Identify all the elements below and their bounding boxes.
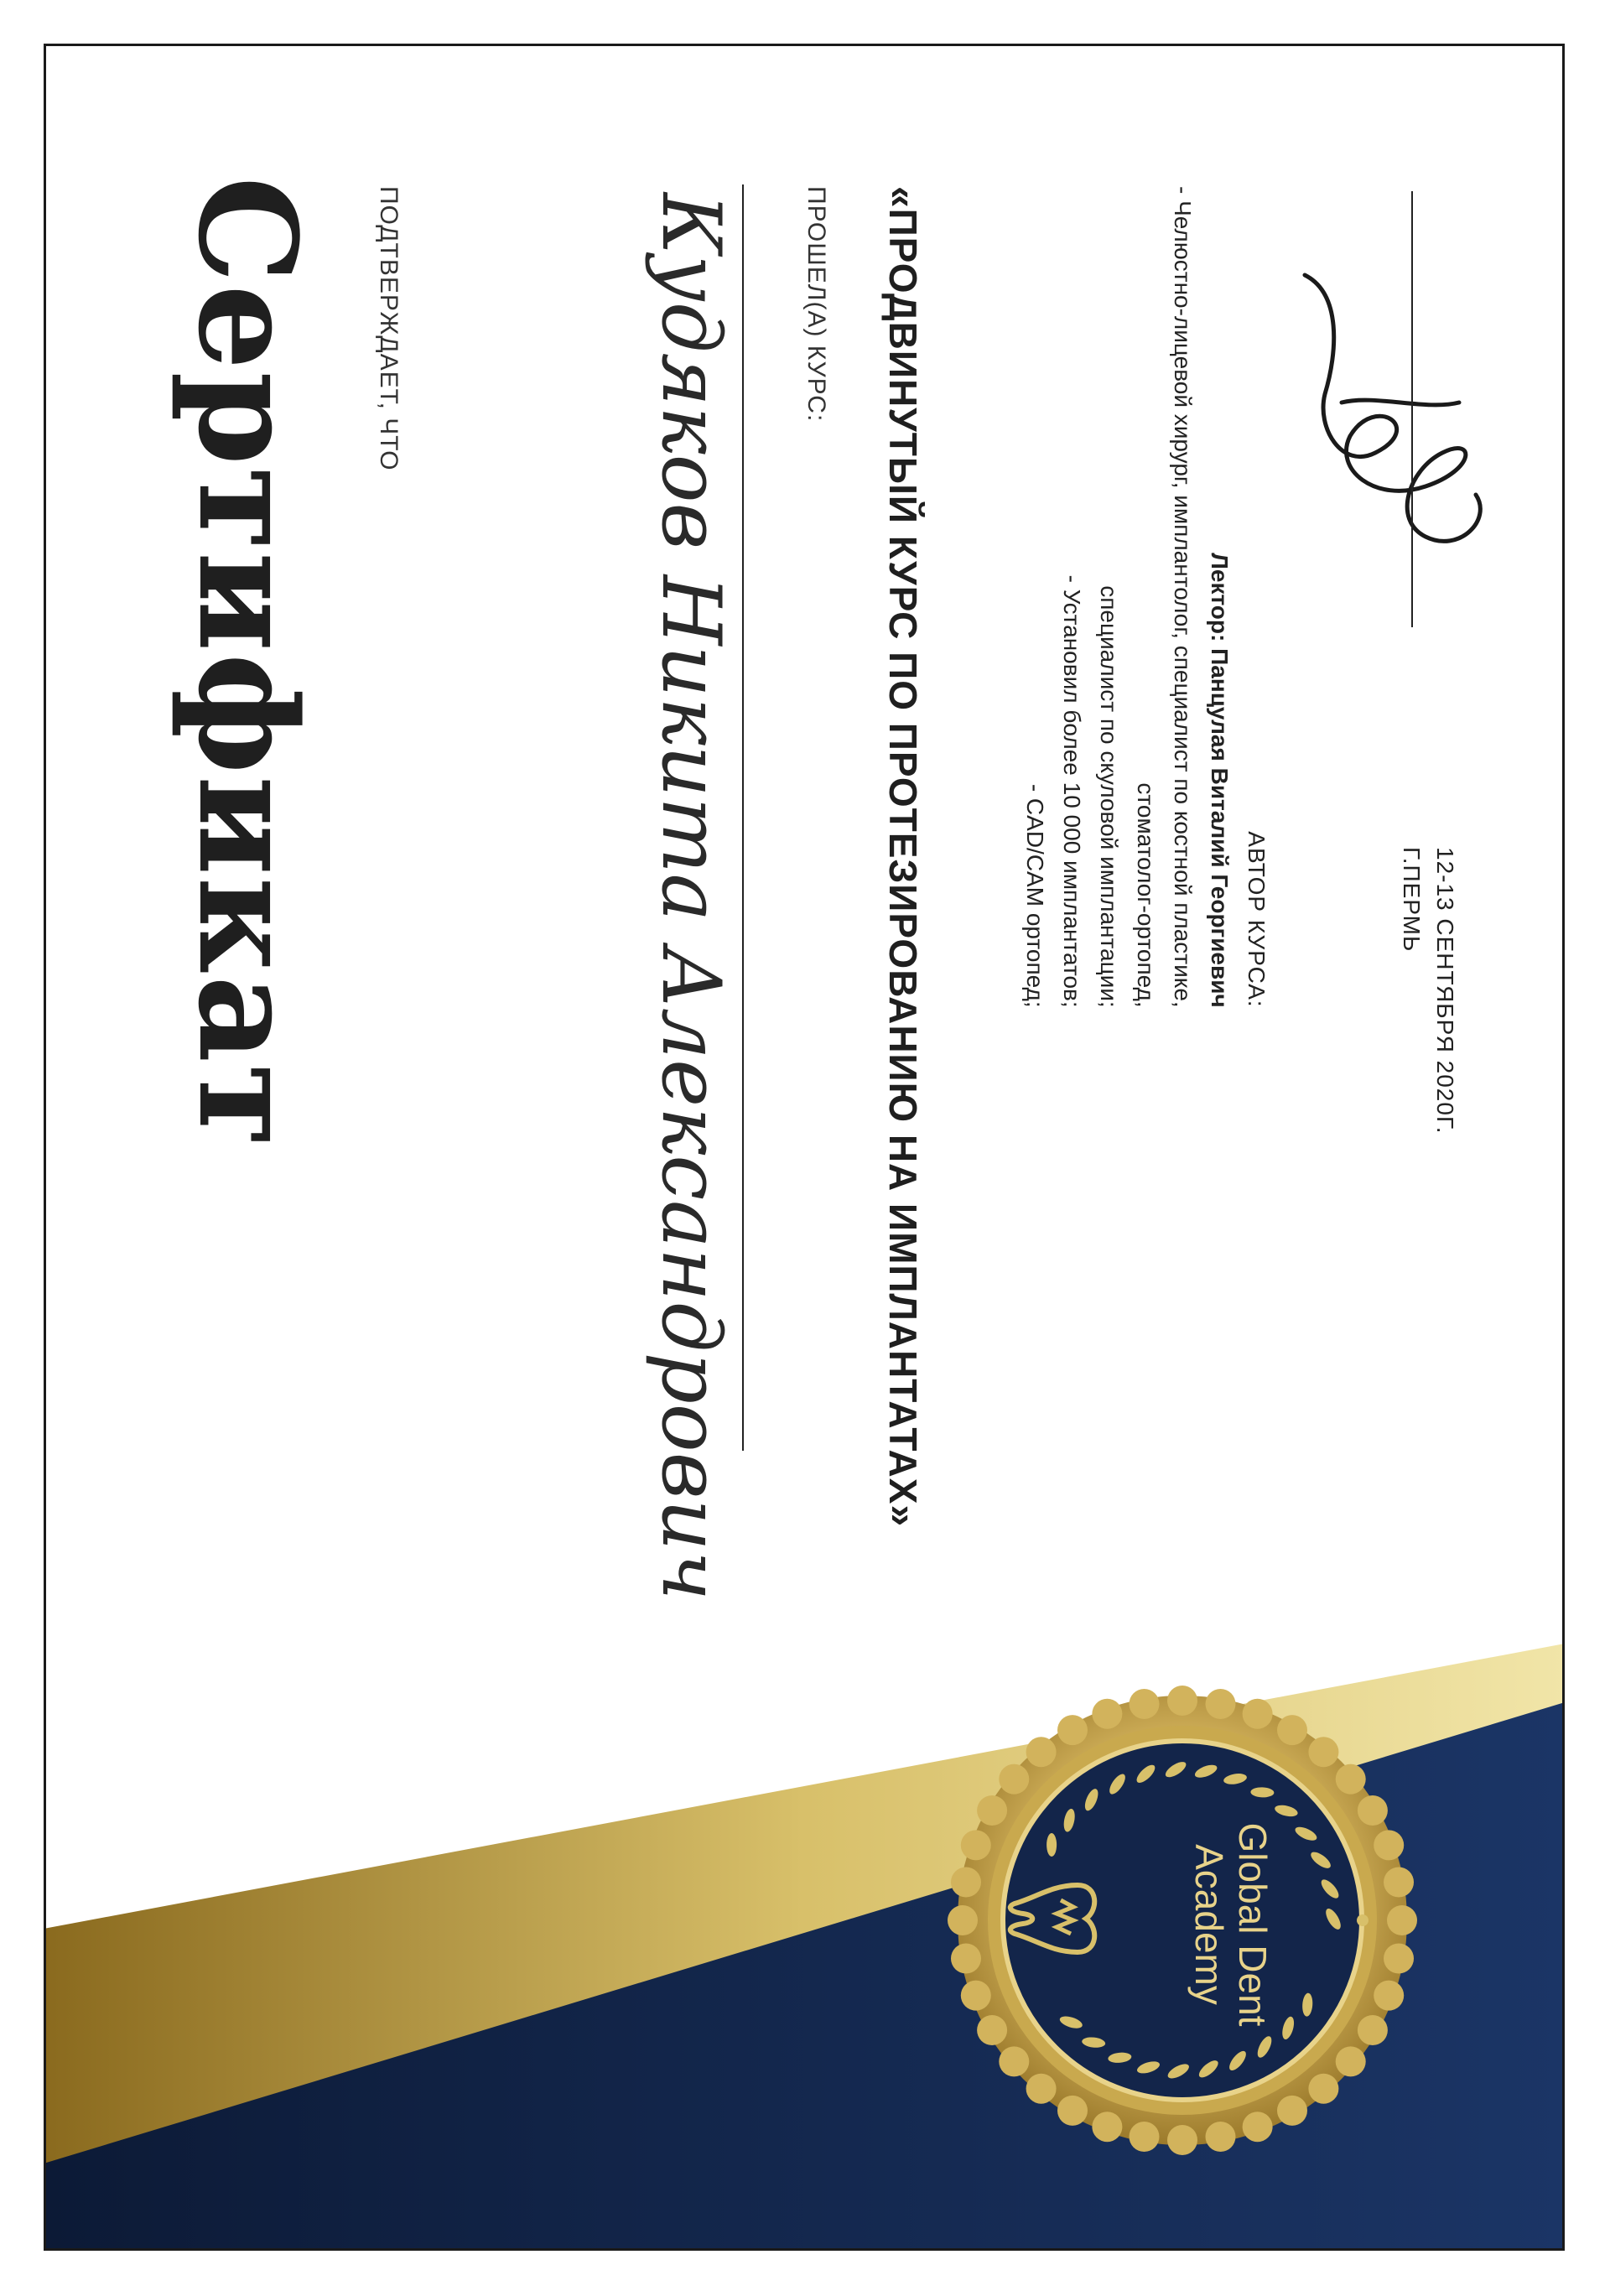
certificate-title: Сертификат — [169, 176, 326, 1150]
author-credential: специалист по скуловой имплантации; — [1096, 585, 1122, 1008]
event-dates: 12-13 СЕНТЯБРЯ 2020Г. — [1432, 847, 1458, 1135]
recipient-underline — [742, 184, 744, 1451]
signature-line — [1411, 191, 1413, 627]
event-details — [1394, 847, 1462, 1134]
author-credential: стоматолог-ортопед, — [1133, 782, 1159, 1008]
author-heading: АВТОР КУРСА: — [1244, 831, 1270, 1008]
recipient-name: Кудяков Никита Александрович — [644, 193, 738, 1602]
course-title: «ПРОДВИНУТЫЙ КУРС ПО ПРОТЕЗИРОВАНИЮ НА ИМПЛАНТАТАХ» — [881, 186, 925, 1528]
lecturer-name: Лектор: Панцулая Виталий Георгиевич — [1207, 553, 1233, 1008]
seal-line-2: Academy — [1187, 1844, 1231, 2005]
seal-line-1: Global Dent — [1231, 1822, 1275, 2027]
author-credential: - Челюстно-лицевой хирург, имплантолог, специалист по костной пластике, — [1170, 186, 1196, 1008]
author-block — [1016, 186, 1275, 1008]
event-city: Г.ПЕРМЬ — [1399, 847, 1425, 953]
author-credential: - Установил более 10 000 имплантатов; — [1059, 574, 1085, 1008]
seal-text — [1187, 1820, 1275, 2029]
certificate-subtitle: ПОДТВЕРЖДАЕТ, ЧТО — [375, 186, 402, 471]
author-credential: - CAD/CAM ортопед; — [1022, 783, 1048, 1008]
course-heading: ПРОШЕЛ(А) КУРС: — [802, 186, 830, 423]
